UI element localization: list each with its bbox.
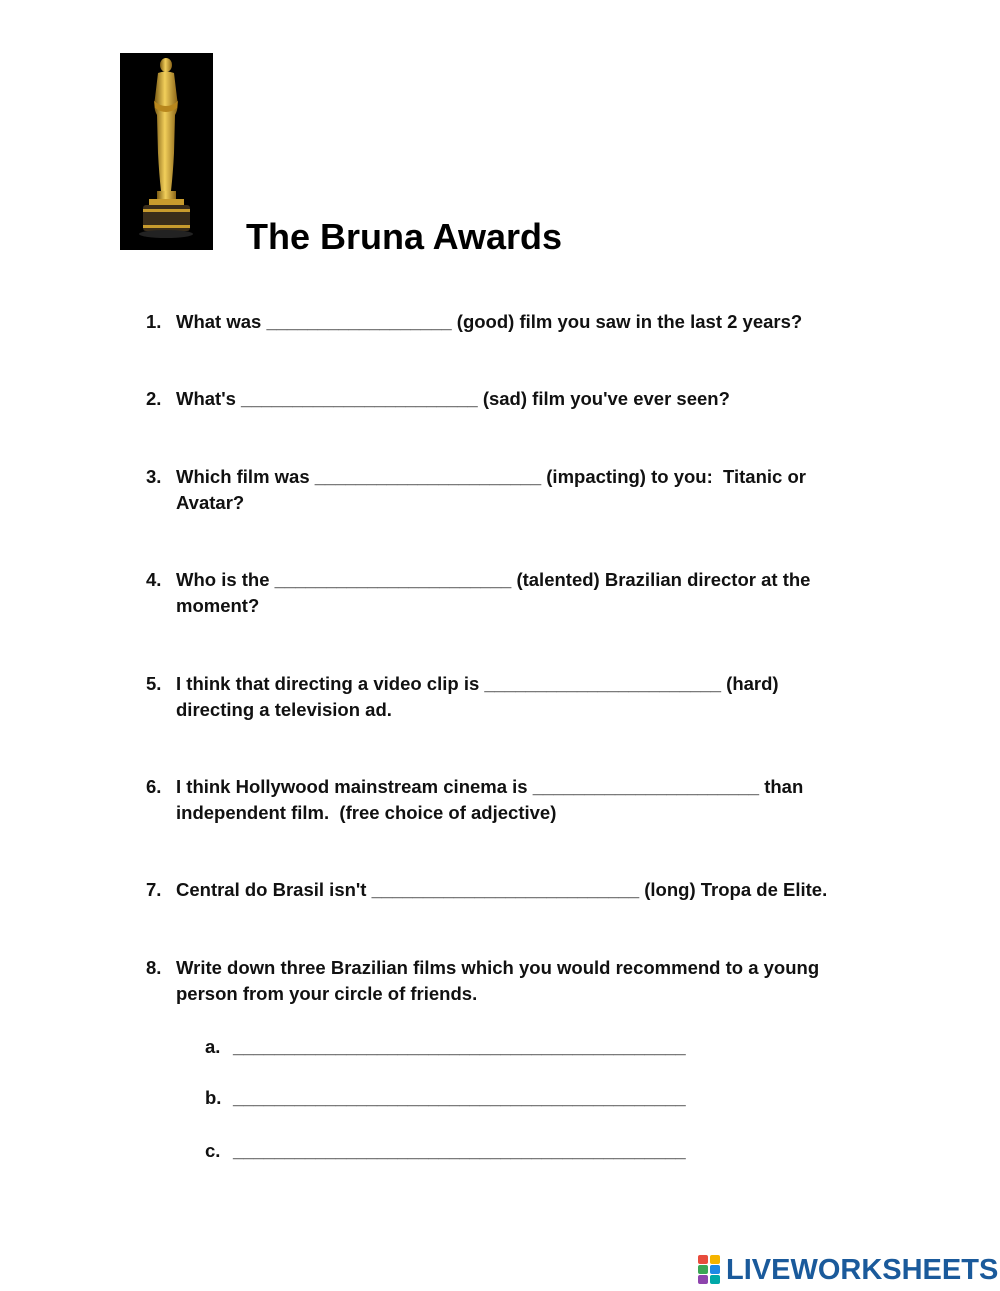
brand-name: LIVEWORKSHEETS	[726, 1253, 999, 1286]
question-number: 4.	[146, 569, 162, 590]
question-7	[146, 877, 886, 903]
answer-letter: a.	[205, 1036, 221, 1057]
page-title: The Bruna Awards	[246, 216, 563, 257]
question-6	[146, 774, 886, 826]
question-number: 5.	[146, 673, 162, 694]
question-number: 2.	[146, 388, 162, 409]
question-text[interactable]: What's _______________________ (sad) film you've ever seen?	[176, 388, 730, 409]
answer-blank[interactable]: ____________________________________________	[233, 1036, 686, 1057]
question-text[interactable]: Central do Brasil isn't __________________________ (long) Tropa de Elite.	[176, 879, 828, 900]
question-number: 1.	[146, 311, 162, 332]
answer-blank[interactable]: ____________________________________________	[233, 1087, 686, 1108]
answer-letter: b.	[205, 1087, 222, 1108]
question-text[interactable]: I think that directing a video clip is _______________________ (hard) directing a television ad.	[176, 673, 779, 720]
question-2	[146, 386, 886, 412]
answer-line-a	[205, 1034, 686, 1060]
oscar-statue-icon	[120, 53, 213, 250]
question-5	[146, 671, 886, 723]
question-number: 6.	[146, 776, 162, 797]
question-3	[146, 464, 886, 516]
question-text[interactable]: Who is the _______________________ (talented) Brazilian director at the moment?	[176, 569, 811, 616]
question-number: 8.	[146, 957, 162, 978]
question-number: 3.	[146, 466, 162, 487]
answer-blank[interactable]: ____________________________________________	[233, 1140, 686, 1161]
answer-line-c	[205, 1138, 686, 1164]
question-text[interactable]: What was __________________ (good) film you saw in the last 2 years?	[176, 311, 803, 332]
answer-line-b	[205, 1085, 686, 1111]
question-8	[146, 955, 886, 1007]
question-4	[146, 567, 886, 619]
question-text: Write down three Brazilian films which you would recommend to a young person from your circle of friends.	[176, 957, 820, 1004]
question-1	[146, 309, 886, 335]
answer-letter: c.	[205, 1140, 221, 1161]
question-number: 7.	[146, 879, 162, 900]
question-text[interactable]: Which film was ______________________ (impacting) to you: Titanic or Avatar?	[176, 466, 806, 513]
question-text[interactable]: I think Hollywood mainstream cinema is ______________________ than independent film. (free choice of adjective)	[176, 776, 804, 823]
liveworksheets-logo-icon	[698, 1255, 722, 1285]
liveworksheets-logo[interactable]	[698, 1253, 998, 1287]
